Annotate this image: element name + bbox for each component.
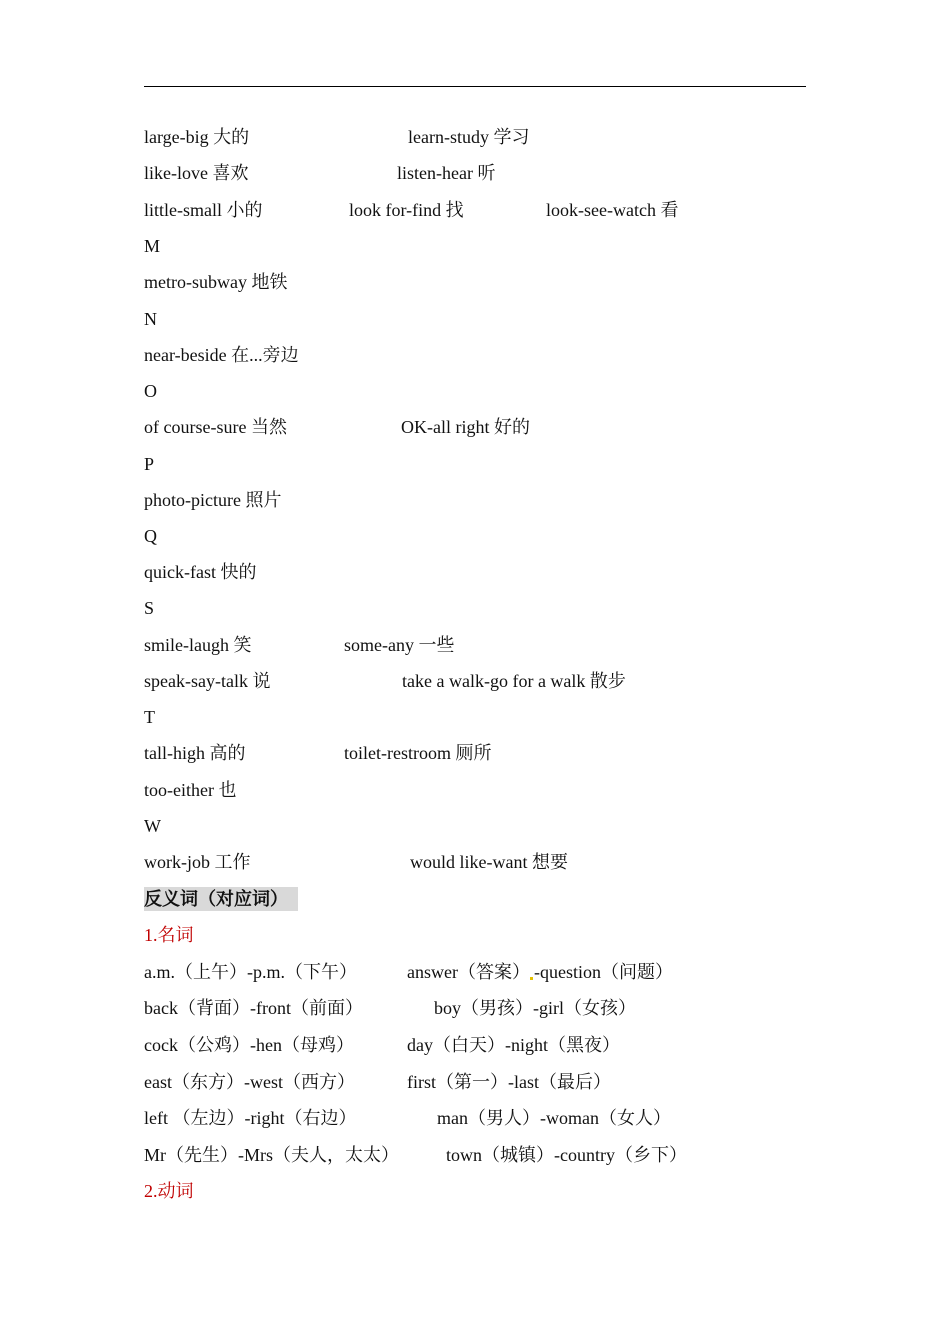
letter-heading bbox=[144, 814, 161, 838]
entry: left （左边）-right（右边） bbox=[144, 1108, 357, 1128]
word-row bbox=[144, 560, 256, 584]
section-heading: 反义词（对应词） bbox=[144, 887, 298, 911]
word-row bbox=[144, 198, 679, 222]
letter: M bbox=[144, 236, 161, 256]
entry: boy（男孩）-girl（女孩） bbox=[434, 998, 636, 1018]
entry: take a walk-go for a walk 散步 bbox=[402, 671, 626, 691]
letter: Q bbox=[144, 526, 157, 546]
word-row bbox=[144, 161, 496, 185]
word-row bbox=[144, 343, 299, 367]
entry: back（背面）-front（前面） bbox=[144, 998, 363, 1018]
word-row bbox=[144, 850, 568, 874]
letter: S bbox=[144, 598, 155, 618]
antonym-row bbox=[144, 1143, 687, 1167]
letter-heading bbox=[144, 379, 157, 403]
entry: OK-all right 好的 bbox=[401, 417, 530, 437]
word-row bbox=[144, 270, 287, 294]
entry: work-job 工作 bbox=[144, 852, 251, 872]
letter-heading bbox=[144, 452, 154, 476]
antonym-row bbox=[144, 1106, 671, 1130]
letter-heading bbox=[144, 524, 157, 548]
antonym-row bbox=[144, 1070, 611, 1094]
subsection-title bbox=[144, 923, 194, 947]
entry: look-see-watch 看 bbox=[546, 200, 679, 220]
entry: little-small 小的 bbox=[144, 200, 263, 220]
antonym-row bbox=[144, 996, 636, 1020]
subsection-title bbox=[144, 1179, 194, 1203]
entry: some-any 一些 bbox=[344, 635, 455, 655]
header-rule bbox=[144, 86, 806, 87]
entry: first（第一）-last（最后） bbox=[407, 1072, 611, 1092]
entry: speak-say-talk 说 bbox=[144, 671, 271, 691]
entry: metro-subway 地铁 bbox=[144, 272, 288, 292]
entry: answer（答案） bbox=[407, 962, 530, 982]
subsection-label: 1.名词 bbox=[144, 925, 194, 945]
entry: day（白天）-night（黑夜） bbox=[407, 1035, 620, 1055]
word-row bbox=[144, 488, 281, 512]
entry: near-beside 在...旁边 bbox=[144, 345, 299, 365]
word-row bbox=[144, 778, 236, 802]
letter-heading bbox=[144, 596, 154, 620]
word-row bbox=[144, 741, 492, 765]
entry: toilet-restroom 厕所 bbox=[344, 743, 492, 763]
word-row bbox=[144, 633, 455, 657]
entry: like-love 喜欢 bbox=[144, 163, 249, 183]
letter: T bbox=[144, 707, 155, 727]
entry: a.m.（上午）-p.m.（下午） bbox=[144, 962, 357, 982]
word-row bbox=[144, 125, 530, 149]
letter: N bbox=[144, 309, 157, 329]
entry: photo-picture 照片 bbox=[144, 490, 282, 510]
entry: too-either 也 bbox=[144, 780, 237, 800]
letter: W bbox=[144, 816, 161, 836]
entry: man（男人）-woman（女人） bbox=[437, 1108, 671, 1128]
letter-heading bbox=[144, 705, 155, 729]
entry: would like-want 想要 bbox=[410, 852, 568, 872]
antonym-row bbox=[144, 1033, 620, 1057]
letter-heading bbox=[144, 307, 157, 331]
entry: large-big 大的 bbox=[144, 127, 250, 147]
letter: P bbox=[144, 454, 155, 474]
entry-pair bbox=[407, 960, 673, 984]
entry: tall-high 高的 bbox=[144, 743, 246, 763]
entry: town（城镇）-country（乡下） bbox=[446, 1145, 687, 1165]
entry: -question（问题） bbox=[533, 962, 673, 982]
entry: smile-laugh 笑 bbox=[144, 635, 252, 655]
entry: quick-fast 快的 bbox=[144, 562, 257, 582]
entry: learn-study 学习 bbox=[408, 127, 530, 147]
marker-dot bbox=[530, 977, 533, 980]
letter-heading bbox=[144, 234, 160, 258]
subsection-label: 2.动词 bbox=[144, 1181, 194, 1201]
entry: of course-sure 当然 bbox=[144, 417, 287, 437]
entry: Mr（先生）-Mrs（夫人，太太） bbox=[144, 1145, 399, 1165]
word-row bbox=[144, 415, 530, 439]
antonym-row bbox=[144, 960, 673, 984]
word-row bbox=[144, 669, 626, 693]
entry: cock（公鸡）-hen（母鸡） bbox=[144, 1035, 354, 1055]
entry: east（东方）-west（西方） bbox=[144, 1072, 355, 1092]
letter: O bbox=[144, 381, 157, 401]
entry: look for-find 找 bbox=[349, 200, 464, 220]
entry: listen-hear 听 bbox=[397, 163, 496, 183]
